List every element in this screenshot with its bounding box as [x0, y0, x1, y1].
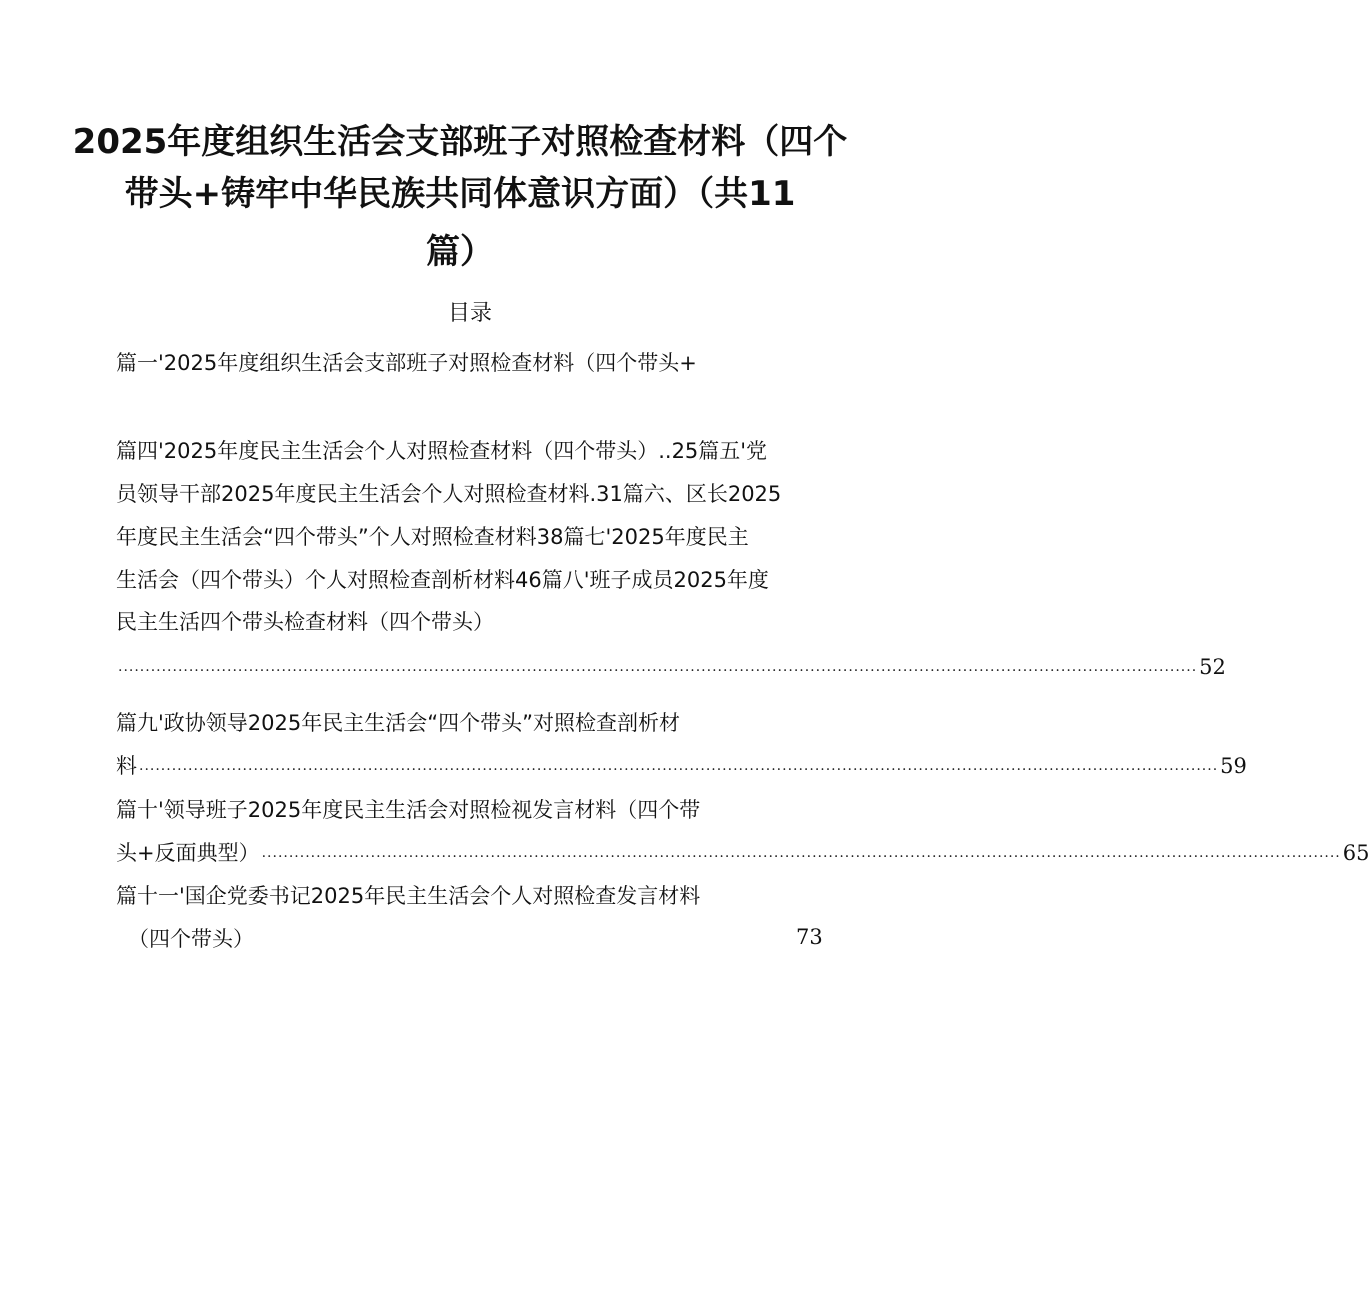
- toc-block-line-1: 篇四'2025年度民主生活会个人对照检查材料（四个带头）..25篇五'党: [116, 439, 768, 463]
- toc-entry-11-line-1: 篇十一'国企党委书记2025年民主生活会个人对照检查发言材料: [116, 884, 701, 908]
- page-number: 59: [1220, 754, 1247, 778]
- toc-block-leader-row: [116, 652, 1226, 682]
- toc-entry-10-leader-row: [116, 838, 1369, 868]
- title-line-1: 2025年度组织生活会支部班子对照检查材料（四个: [72, 122, 848, 162]
- toc-entry-10-line-1: 篇十'领导班子2025年度民主生活会对照检视发言材料（四个带: [116, 798, 701, 822]
- dot-leader: ......................................................................................................................................................................................................: [118, 659, 1198, 675]
- toc-entry-9-line-2: 料: [116, 754, 137, 778]
- toc-entry-10-line-2: 头+反面典型）: [116, 841, 260, 865]
- page-number: 73: [796, 925, 823, 949]
- dot-leader: ......................................................................................................................................................................................................: [261, 845, 1341, 861]
- toc-block-line-3: 年度民主生活会“四个带头”个人对照检查材料38篇七'2025年度民主: [116, 525, 749, 549]
- page-number: 52: [1199, 655, 1226, 679]
- toc-entry-11-line-2: （四个带头）: [128, 927, 254, 951]
- dot-leader: ......................................................................................................................................................................................................: [139, 758, 1219, 774]
- toc-entry-9-leader-row: [116, 751, 1247, 781]
- toc-block-line-2: 员领导干部2025年度民主生活会个人对照检查材料.31篇六、区长2025: [116, 482, 782, 506]
- title-line-2: 带头+铸牢中华民族共同体意识方面）（共11: [124, 174, 796, 214]
- title-line-3: 篇）: [426, 232, 494, 272]
- toc-entry-1: 篇一'2025年度组织生活会支部班子对照检查材料（四个带头+: [116, 351, 697, 375]
- toc-block-line-5: 民主生活四个带头检查材料（四个带头）: [116, 610, 494, 634]
- toc-block-line-4: 生活会（四个带头）个人对照检查剖析材料46篇八'班子成员2025年度: [116, 568, 769, 592]
- toc-entry-9-line-1: 篇九'政协领导2025年民主生活会“四个带头”对照检查剖析材: [116, 711, 680, 735]
- page-number: 65: [1342, 841, 1369, 865]
- document-title: [0, 116, 920, 278]
- toc-heading: 目录: [447, 301, 492, 326]
